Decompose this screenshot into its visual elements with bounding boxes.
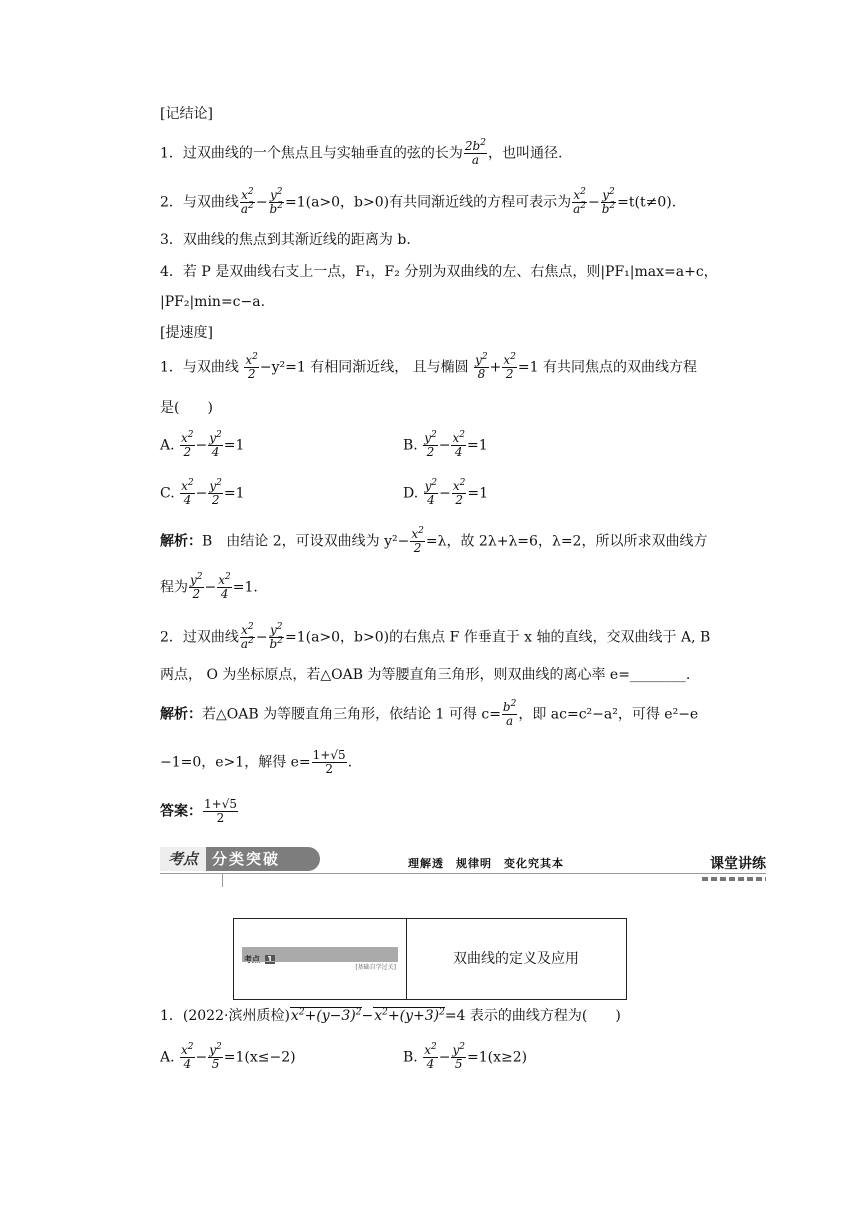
option-b[interactable]: B. $\frac{y^2}{2}$ − $\frac{x^2}{4}$ =1 bbox=[403, 430, 488, 459]
practice-question-1: 1．(2022·滨州质检)$x^2+(y-3)^2-x^2+(y+3)^2=4$ 表示的曲线方程为( ) bbox=[160, 1007, 621, 1024]
topic-label-panel bbox=[234, 919, 407, 999]
banner-tag: 考点 分类突破 bbox=[160, 847, 320, 871]
topic-title: 双曲线的定义及应用 bbox=[453, 951, 579, 967]
option-a[interactable]: A. $\frac{x^2}{2}$ − $\frac{y^2}{4}$ =1 bbox=[160, 430, 245, 459]
topic-box bbox=[233, 918, 627, 1000]
practice-option-a[interactable]: A. $\frac{x^2}{4}$ − $\frac{y^2}{5}$ =1(x≤−2) bbox=[160, 1042, 296, 1071]
option-c[interactable]: C. $\frac{x^2}{4}$ − $\frac{y^2}{2}$ =1 bbox=[160, 478, 245, 507]
conclusion-3: 3．双曲线的焦点到其渐近线的距离为 b. bbox=[160, 232, 411, 248]
conclusion-4-line1: 4．若 P 是双曲线右支上一点，F₁，F₂ 分别为双曲线的左、右焦点，则|PF₁|max=a+c， bbox=[160, 264, 718, 280]
question-2-line1: 2．过双曲线 $\frac{x^2}{a^2}$ − $\frac{y^2}{b^2}$ =1(a>0，b>0)的右焦点 F 作垂直于 x 轴的直线，交双曲线于 A, B bbox=[160, 622, 711, 651]
banner-motto: 理解透 规律明 变化究其本 bbox=[408, 857, 564, 870]
banner-rule bbox=[160, 873, 766, 874]
banner-title: 课堂讲练 bbox=[710, 856, 766, 872]
question-1-line2: 是( ) bbox=[160, 400, 213, 416]
conclusion-1: 1．过双曲线的一个焦点且与实轴垂直的弦的长为 $\frac{2b^2}{a}$ ，也叫通径. bbox=[160, 138, 563, 167]
solution-1-line1: 解析：B 由结论 2，可设双曲线为 y²− $\frac{x^2}{2}$ =λ，故 2λ+λ=6，λ=2，所以所求双曲线方 bbox=[160, 526, 708, 555]
solution-2-line2: −1=0，e>1，解得 e= $\frac{1+√5}{2}$ . bbox=[160, 748, 353, 776]
practice-option-b[interactable]: B. $\frac{x^2}{4}$ − $\frac{y^2}{5}$ =1(x≥2) bbox=[403, 1042, 528, 1071]
banner-tick bbox=[222, 873, 223, 887]
banner-dashes bbox=[702, 877, 766, 881]
question-1-line1: 1．与双曲线 $\frac{x^2}{2}$ −y²=1 有相同渐近线， 且与椭圆 $\frac{y^2}{8}$ + $\frac{x^2}{2}$ =1 有共同焦点的双曲线方程 bbox=[160, 352, 697, 381]
option-d[interactable]: D. $\frac{y^2}{4}$ − $\frac{x^2}{2}$ =1 bbox=[403, 478, 489, 507]
section-header-jiejielun: [记结论] bbox=[160, 106, 213, 122]
conclusion-4-line2: |PF₂|min=c−a. bbox=[160, 294, 266, 310]
solution-1-line2: 程为 $\frac{y^2}{2}$ − $\frac{x^2}{4}$ =1. bbox=[160, 572, 258, 601]
topic-label-bar: 考点 1 bbox=[242, 947, 398, 961]
topic-sub-bar: [基础自学过关] bbox=[242, 961, 398, 970]
conclusion-2: 2．与双曲线 $\frac{x^2}{a^2}$ − $\frac{y^2}{b^2}$ =1(a>0，b>0)有共同渐近线的方程可表示为 $\frac{x^2}{a^2}$ − $\frac{y^2}{b^2}$ =t(t≠0). bbox=[160, 187, 677, 216]
question-2-line2: 两点， O 为坐标原点，若△OAB 为等腰直角三角形，则双曲线的离心率 e=________. bbox=[160, 667, 691, 683]
section-header-tisudu: [提速度] bbox=[160, 325, 213, 341]
solution-2-line1: 解析：若△OAB 为等腰直角三角形，依结论 1 可得 c= $\frac{b^2}{a}$ ，即 ac=c²−a²，可得 e²−e bbox=[160, 699, 699, 728]
fraction-2b2-over-a: $\frac{2b^2}{a}$ bbox=[464, 138, 486, 167]
answer-line: 答案： $\frac{1+√5}{2}$ bbox=[160, 797, 237, 825]
section-banner bbox=[160, 845, 766, 885]
